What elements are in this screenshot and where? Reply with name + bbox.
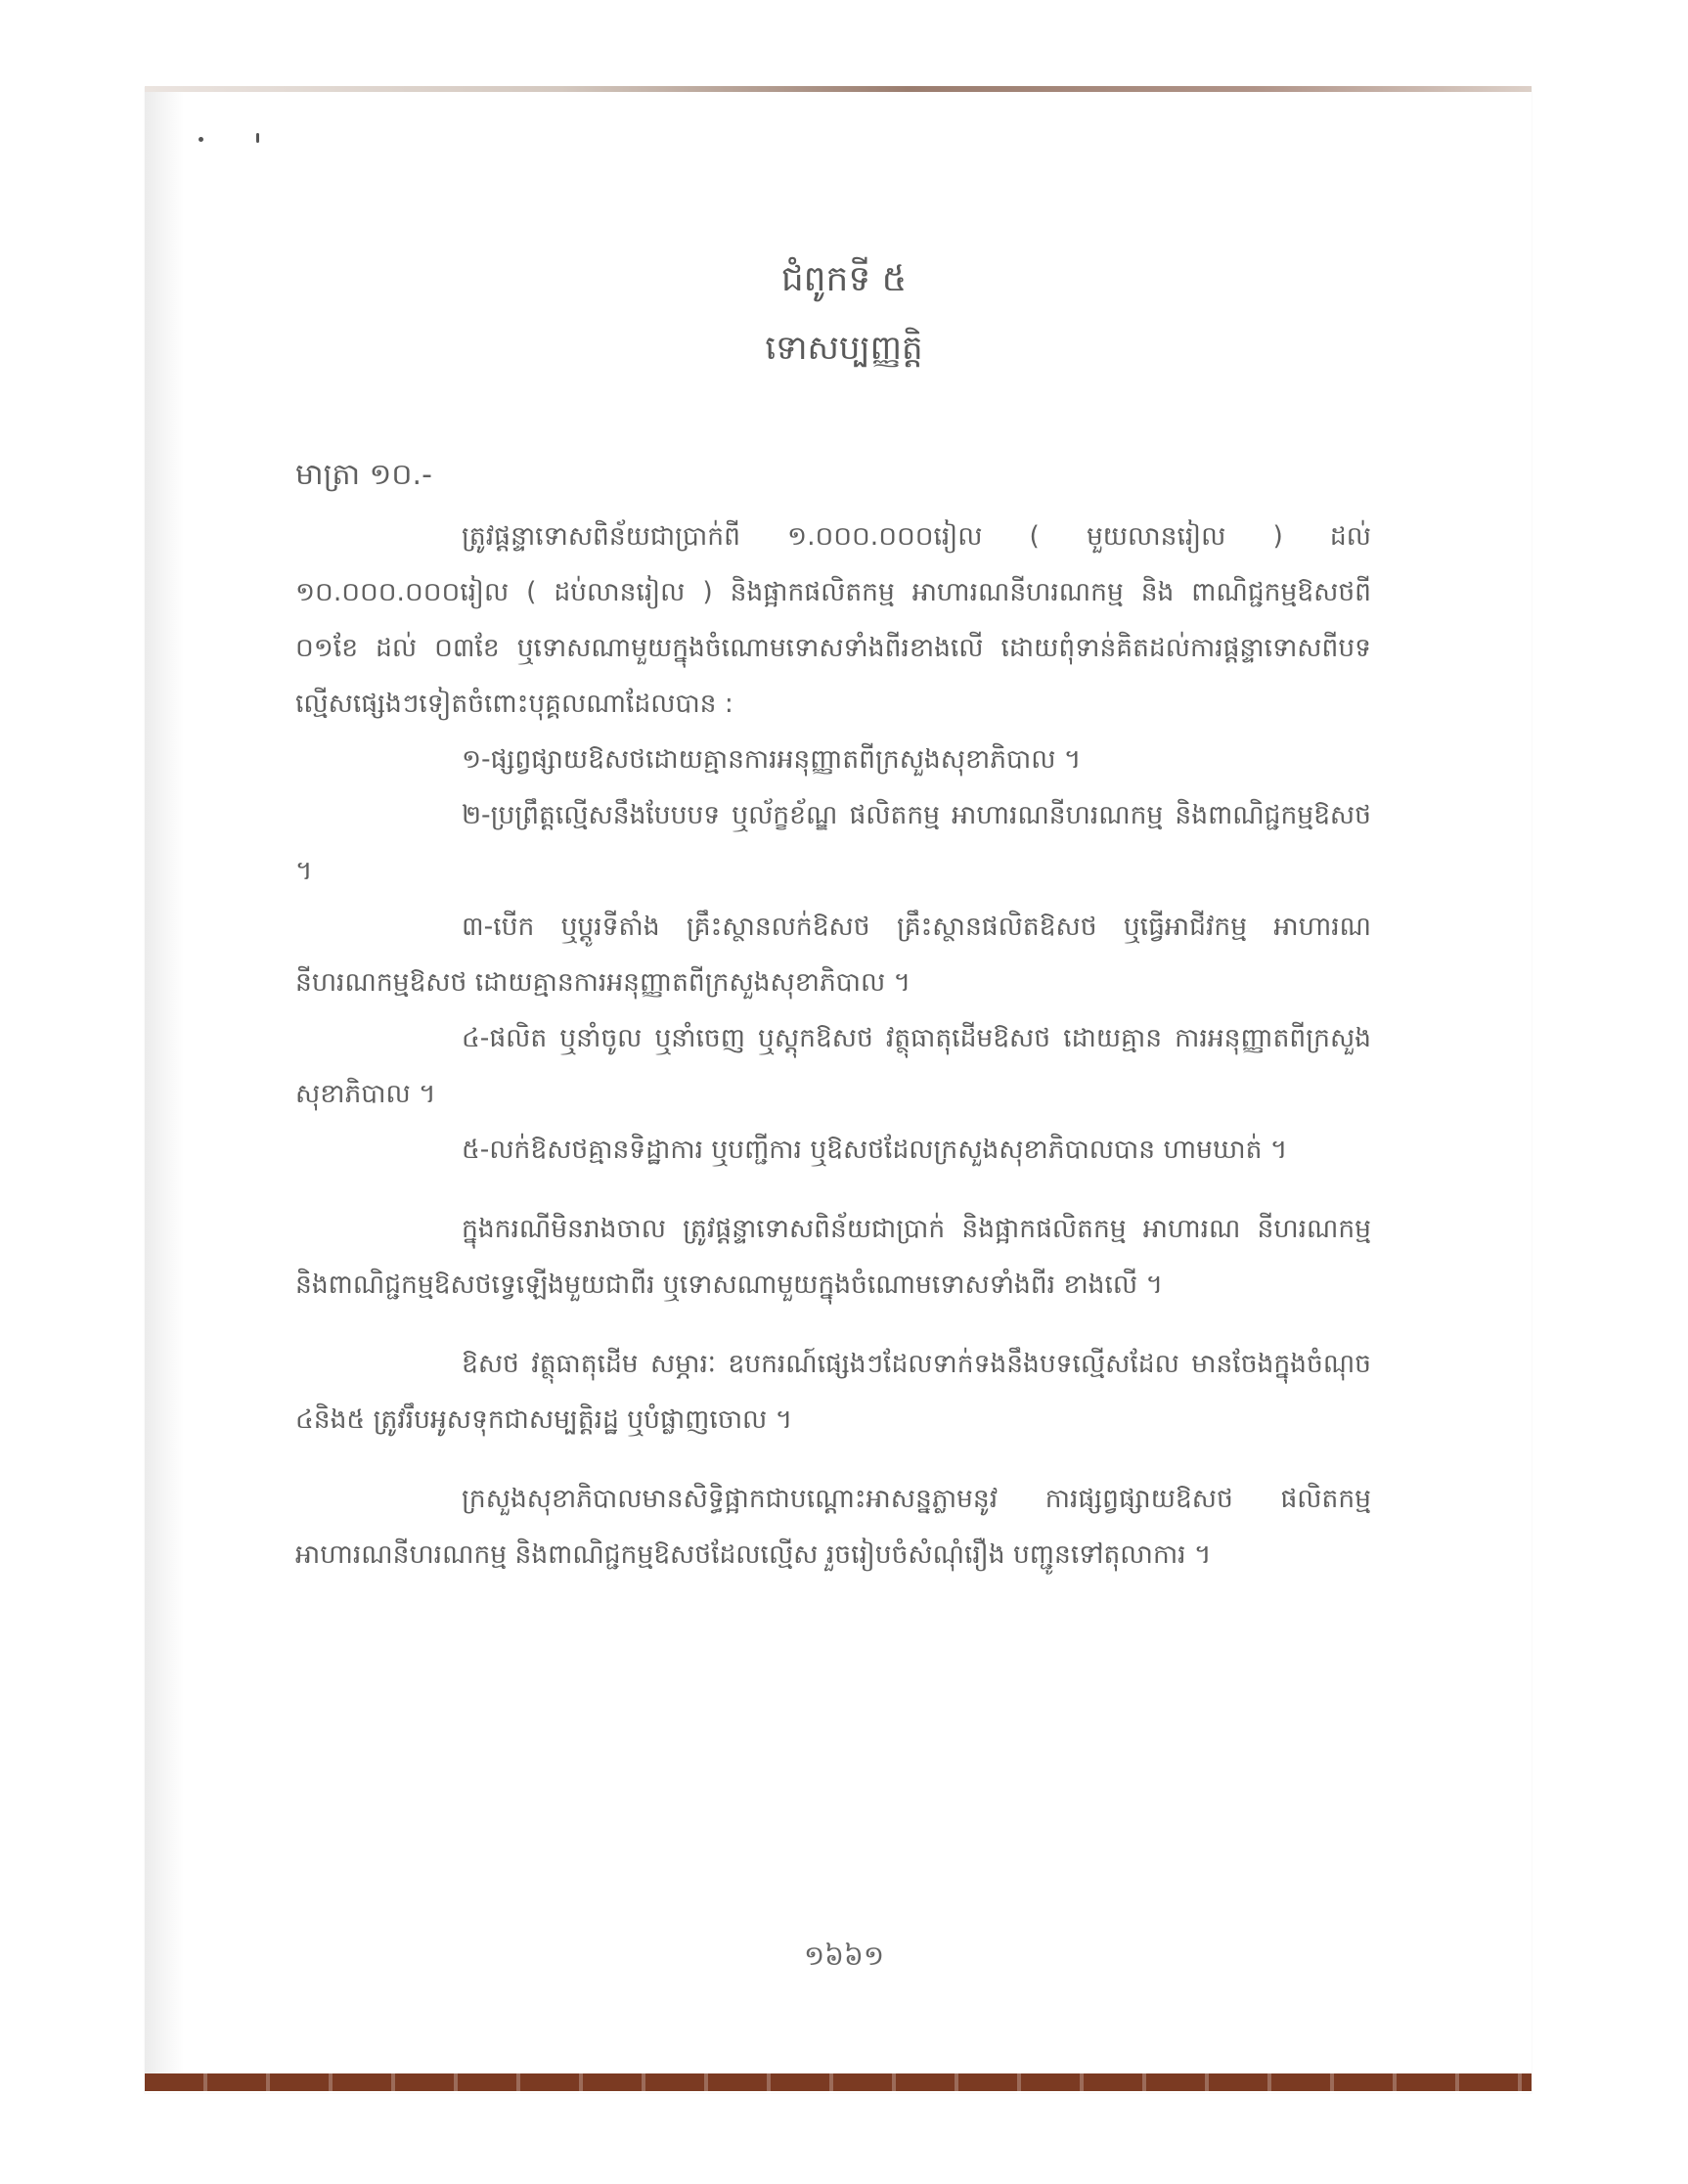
chapter-subheading: ទោសប្បញ្ញត្តិ — [765, 329, 923, 368]
paragraph-repeat-offense: ក្នុងករណីមិនរាងចាល ត្រូវផ្តន្ទាទោសពិន័យជាប្រាក់ និងផ្អាកផលិតកម្ម អាហារណ នីហរណកម្ម និងពាណិជ្ជកម្មឱសថទ្វេឡើងមួយជាពីរ ឬទោសណាមួយក្នុងចំណោមទោសទាំងពីរ ខាងលើ ។ — [295, 1214, 1371, 1300]
article-body — [295, 509, 1371, 1582]
paragraph-confiscation: ឱសថ វត្ថុធាតុដើម សម្ភារៈ ឧបករណ៍ផ្សេងៗដែលទាក់ទងនឹងបទល្មើសដែល មានចែងក្នុងចំណុច ៤និង៥ ត្រូវរឹបអូសទុកជាសម្បត្តិរដ្ឋ ឬបំផ្លាញចោល ។ — [295, 1349, 1371, 1435]
scan-speck — [256, 133, 259, 143]
paragraph-main: ត្រូវផ្តន្ទាទោសពិន័យជាប្រាក់ពី ១.០០០.០០០រៀល ( មួយលានរៀល ) ដល់ ១០.០០០.០០០រៀល ( ដប់លានរៀល ) និងផ្អាកផលិតកម្ម អាហារណនីហរណកម្ម និង ពាណិជ្ជកម្មឱសថពី ០១ខែ ដល់ ០៣ខែ ឬទោសណាមួយក្នុងចំណោមទោសទាំងពីរខាងលើ ដោយពុំទាន់គិតដល់ការផ្តន្ទាទោសពីបទល្មើសផ្សេងៗទៀតចំពោះបុគ្គលណាដែលបាន : — [295, 521, 1371, 719]
page-number: ១៦៦១ — [803, 1939, 885, 1972]
list-item-1: ១-ផ្សព្វផ្សាយឱសថដោយគ្មានការអនុញ្ញាតពីក្រសួងសុខាភិបាល ។ — [462, 744, 1082, 775]
list-item-3: ៣-បើក ឬប្តូរទីតាំង គ្រឹះស្ថានលក់ឱសថ គ្រឹះស្ថានផលិតឱសថ ឬធ្វើអាជីវកម្ម អាហារណនីហរណកម្មឱសថ ដោយគ្មានការអនុញ្ញាតពីក្រសួងសុខាភិបាល ។ — [295, 912, 1371, 998]
scan-speck — [199, 137, 203, 142]
page-left-shadow — [145, 92, 184, 2077]
article-label: មាត្រា ១០.- — [295, 458, 432, 492]
list-item-2: ២-ប្រព្រឹត្តល្មើសនឹងបែបបទ ឬល័ក្ខខ័ណ្ឌ ផលិតកម្ម អាហារណនីហរណកម្ម និងពាណិជ្ជកម្មឱសថ ។ — [295, 800, 1371, 886]
chapter-heading: ជំពូកទី ៥ — [780, 259, 908, 299]
page-top-edge — [145, 86, 1532, 92]
list-item-5: ៥-លក់ឱសថគ្មានទិដ្ឋាការ ឬបញ្ជីការ ឬឱសថដែលក្រសួងសុខាភិបាលបាន ហាមឃាត់ ។ — [462, 1135, 1288, 1165]
list-item-4: ៤-ផលិត ឬនាំចូល ឬនាំចេញ ឬស្តុកឱសថ វត្ថុធាតុដើមឱសថ ដោយគ្មាន ការអនុញ្ញាតពីក្រសួងសុខាភិបាល ។ — [295, 1023, 1371, 1109]
page-bottom-edge — [145, 2073, 1532, 2091]
paragraph-ministry-authority: ក្រសួងសុខាភិបាលមានសិទ្ធិផ្អាកជាបណ្តោះអាសន្នភ្លាមនូវ ការផ្សព្វផ្សាយឱសថ ផលិតកម្ម អាហារណនីហរណកម្ម និងពាណិជ្ជកម្មឱសថដែលល្មើស រួចរៀបចំសំណុំរឿង បញ្ជូនទៅតុលាការ ។ — [295, 1484, 1371, 1570]
